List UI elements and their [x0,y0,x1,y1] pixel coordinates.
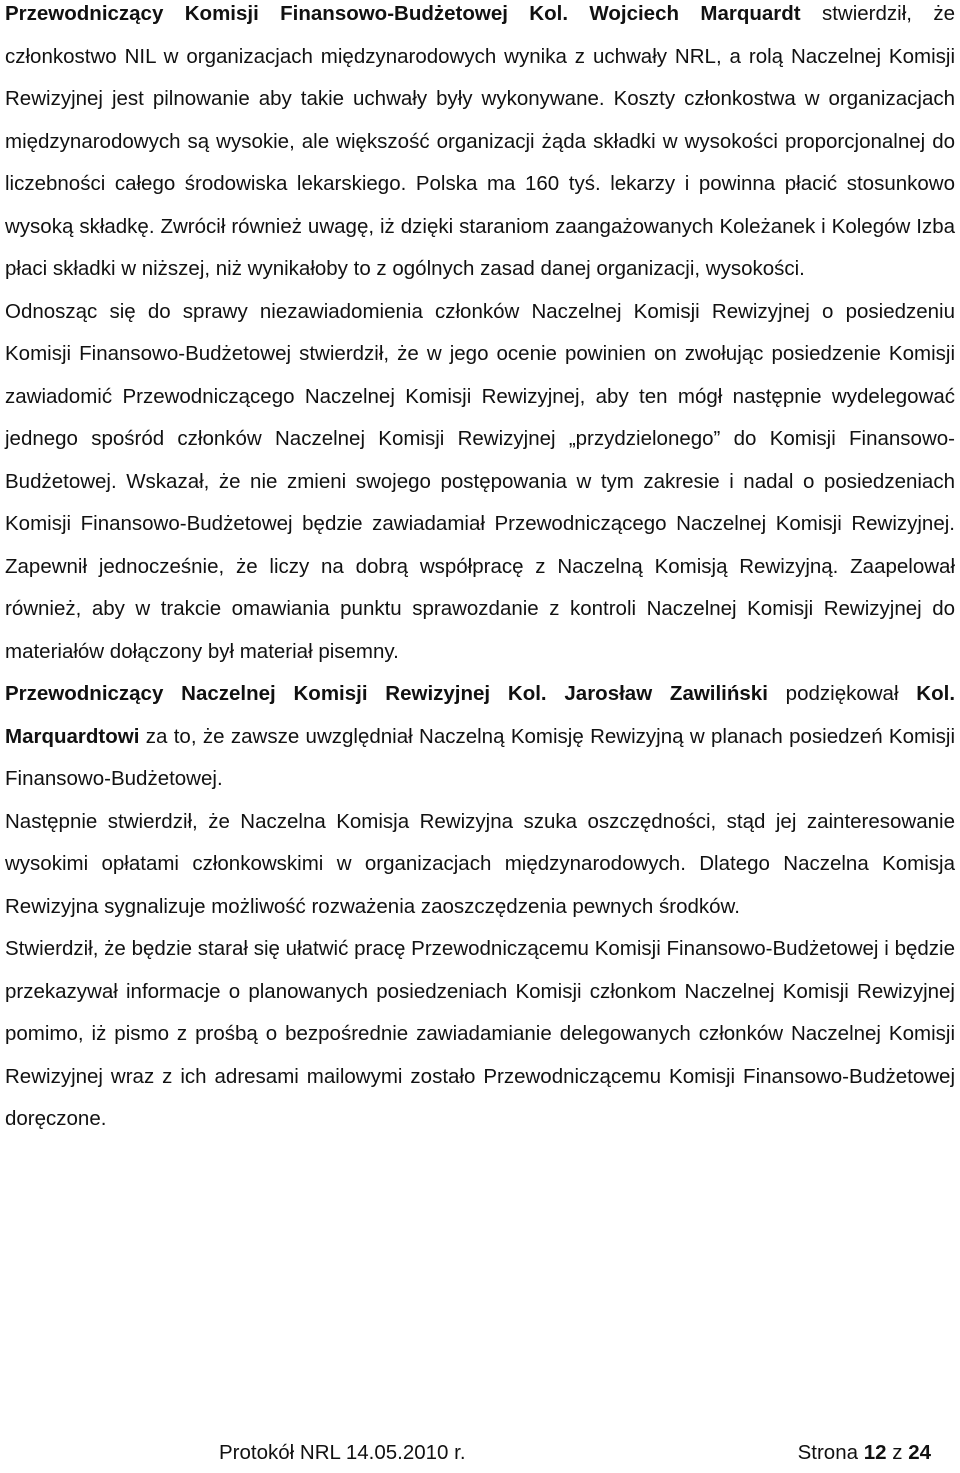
page-total: 24 [908,1441,931,1464]
protocol-label: Protokół NRL 14.05.2010 r. [219,1441,466,1464]
paragraph-text: Odnosząc się do sprawy niezawiadomienia członków Naczelnej Komisji Rewizyjnej o posiedzeniu Komisji Finansowo-Budżetowej stwierdził, że w jego ocenie powinien on zwołując posiedzenie Komisji zawiadomić Przewodniczącego Naczelnej Komisji Rewizyjnej, aby ten mógł następnie wydelegować jednego spośród członków Naczelnej Komisji Rewizyjnej „przydzielonego” do Komisji Finansowo-Budżetowej. Wskazał, że nie zmieni swojego postępowania w tym zakresie i nadal o posiedzeniach Komisji Finansowo-Budżetowej będzie zawiadamiał Przewodniczącego Naczelnej Komisji Rewizyjnej. Zapewnił jednocześnie, że liczy na dobrą współpracę z Naczelną Komisją Rewizyjną. Zaapelował również, aby w trakcie omawiania punktu sprawozdanie z kontroli Naczelnej Komisji Rewizyjnej do materiałów dołączony był materiał pisemny. [5,299,955,663]
page-number [798,1441,931,1465]
paragraph-text-continued: za to, że zawsze uwzględniał Naczelną Komisję Rewizyjną w planach posiedzeń Komisji Finansowo-Budżetowej. [5,724,955,790]
page-current: 12 [863,1441,887,1464]
paragraph-4 [5,801,955,929]
page-footer [0,1441,960,1471]
page-word: Strona [797,1441,859,1464]
paragraph-1 [5,0,955,291]
paragraph-text: podziękował [767,682,917,705]
addressee-name: Kol. Marquardtowi [5,682,956,748]
paragraph-2 [5,291,955,674]
paragraph-3 [5,673,955,801]
paragraph-text: Stwierdził, że będzie starał się ułatwić pracę Przewodniczącemu Komisji Finansowo-Budżetowej i będzie przekazywał informacje o planowanych posiedzeniach Komisji członkom Naczelnej Komisji Rewizyjnej pomimo, iż pismo z prośbą o bezpośrednie zawiadamianie delegowanych członków Naczelnej Komisji Rewizyjnej wraz z ich adresami mailowymi zostało Przewodniczącemu Komisji Finansowo-Budżetowej doręczone. [5,937,955,1130]
paragraph-5 [5,928,955,1141]
speaker-lead: Przewodniczący Komisji Finansowo-Budżetowej Kol. Wojciech Marquardt [5,2,801,25]
document-body [5,0,955,1141]
page-of: z [892,1441,903,1464]
speaker-lead: Przewodniczący Naczelnej Komisji Rewizyjnej Kol. Jarosław Zawiliński [5,682,768,705]
paragraph-text: stwierdził, że członkostwo NIL w organizacjach międzynarodowych wynika z uchwały NRL, a rolą Naczelnej Komisji Rewizyjnej jest pilnowanie aby takie uchwały były wykonywane. Koszty członkostwa w organizacjach międzynarodowych są wysokie, ale większość organizacji żąda składki w wysokości proporcjonalnej do liczebności całego środowiska lekarskiego. Polska ma 160 tyś. lekarzy i powinna płacić stosunkowo wysoką składkę. Zwrócił również uwagę, iż dzięki staraniom zaangażowanych Koleżanek i Kolegów Izba płaci składki w niższej, niż wynikałoby to z ogólnych zasad danej organizacji, wysokości. [5,2,955,280]
paragraph-text: Następnie stwierdził, że Naczelna Komisja Rewizyjna szuka oszczędności, stąd jej zainteresowanie wysokimi opłatami członkowskimi w organizacjach międzynarodowych. Dlatego Naczelna Komisja Rewizyjna sygnalizuje możliwość rozważenia zaoszczędzenia pewnych środków. [5,809,955,918]
